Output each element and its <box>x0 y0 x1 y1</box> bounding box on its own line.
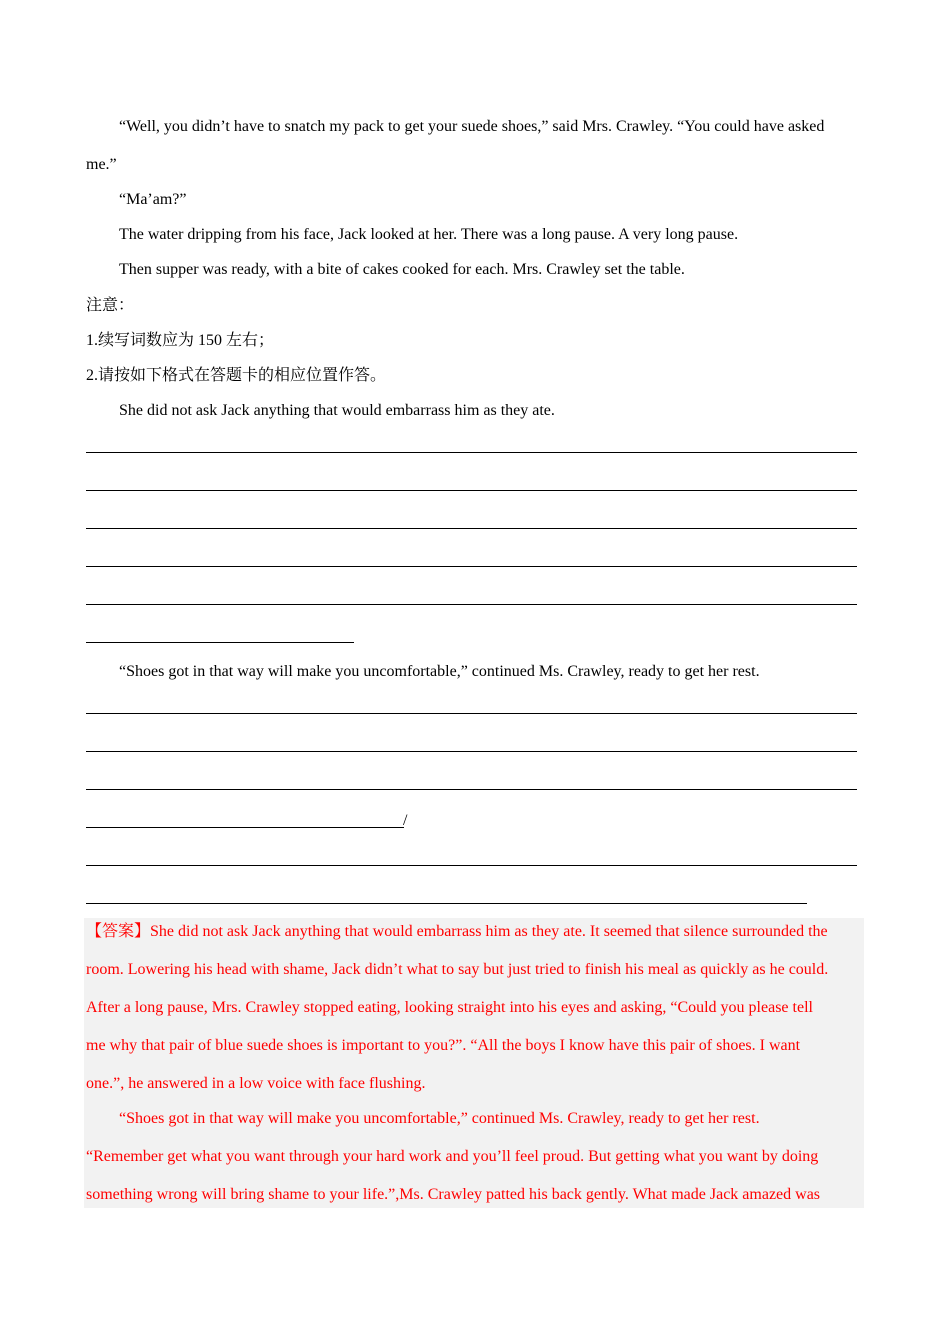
notes-item-1: 1.续写词数应为 150 左右； <box>86 332 275 349</box>
answer-line-8: something wrong will bring shame to your life.”,Ms. Crawley patted his back gently. What made Jack amazed was <box>86 1186 821 1203</box>
story-paragraph-1-line-1: “Well, you didn’t have to snatch my pack to get your suede shoes,” said Mrs. Crawley. “You could have asked <box>119 118 825 135</box>
writing-line <box>86 903 807 904</box>
writing-line <box>86 566 857 567</box>
story-paragraph-2: “Ma’am?” <box>119 191 187 208</box>
answer-tag: 【答案】 <box>86 923 151 940</box>
answer-line-1-text: She did not ask Jack anything that would embarrass him as they ate. It seemed that silence surrounded the <box>150 923 828 940</box>
writing-line <box>86 789 857 790</box>
story-paragraph-4: Then supper was ready, with a bite of cakes cooked for each. Mrs. Crawley set the table. <box>119 261 685 278</box>
answer-line-2: room. Lowering his head with shame, Jack didn’t what to say but just tried to finish his meal as quickly as he could. <box>86 961 829 978</box>
answer-line-7: “Remember get what you want through your hard work and you’ll feel proud. But getting what you want by doing <box>86 1148 819 1165</box>
notes-heading: 注意： <box>86 297 135 314</box>
writing-line <box>86 865 857 866</box>
writing-line <box>86 751 857 752</box>
writing-line <box>86 642 354 643</box>
writing-line <box>86 827 404 828</box>
writing-line <box>86 713 857 714</box>
continuation-prompt-1: She did not ask Jack anything that would embarrass him as they ate. <box>119 402 555 419</box>
answer-line-4: me why that pair of blue suede shoes is important to you?”. “All the boys I know have this pair of shoes. I want <box>86 1037 801 1054</box>
answer-line-5: one.”, he answered in a low voice with face flushing. <box>86 1075 426 1092</box>
answer-line-1 <box>86 922 828 942</box>
writing-line <box>86 528 857 529</box>
writing-line <box>86 490 857 491</box>
story-paragraph-3: The water dripping from his face, Jack looked at her. There was a long pause. A very long pause. <box>119 226 739 243</box>
story-paragraph-1-line-2: me.” <box>86 156 117 173</box>
writing-line <box>86 452 857 453</box>
writing-line <box>86 604 857 605</box>
answer-line-3: After a long pause, Mrs. Crawley stopped eating, looking straight into his eyes and asking, “Could you please tell <box>86 999 813 1016</box>
continuation-prompt-2: “Shoes got in that way will make you uncomfortable,” continued Ms. Crawley, ready to get her rest. <box>119 663 760 680</box>
answer-line-6: “Shoes got in that way will make you uncomfortable,” continued Ms. Crawley, ready to get her rest. <box>119 1110 760 1127</box>
slash-mark: / <box>403 812 408 829</box>
notes-item-2: 2.请按如下格式在答题卡的相应位置作答。 <box>86 367 387 384</box>
